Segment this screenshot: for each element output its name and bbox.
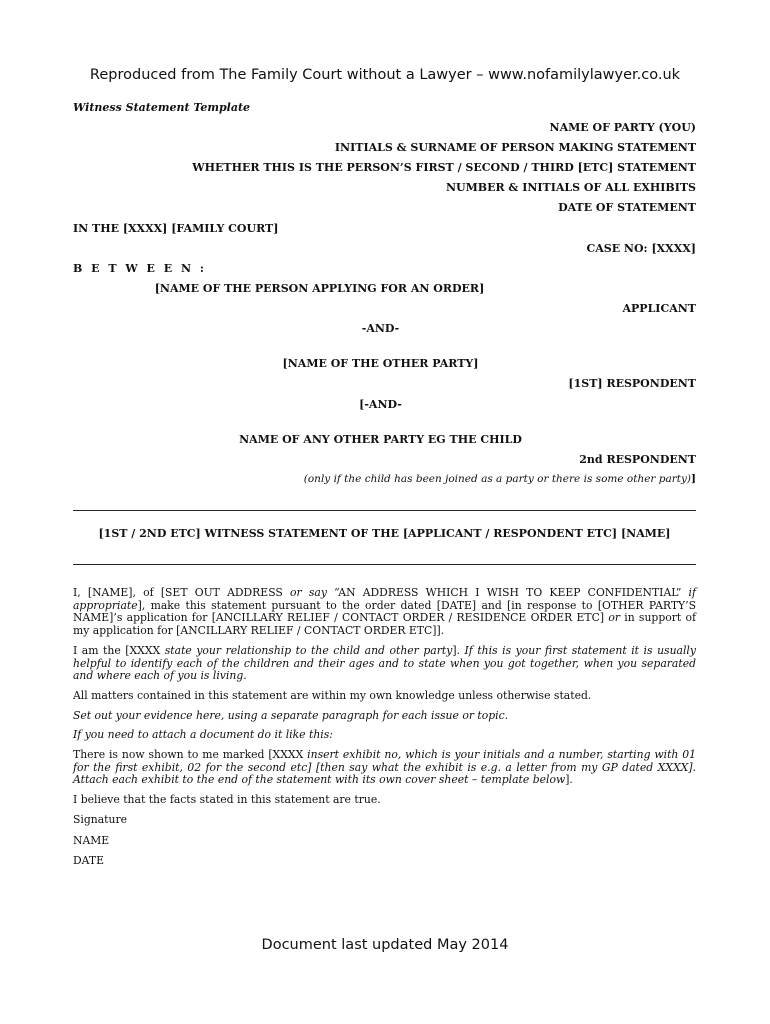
other-party-name — [73, 357, 696, 370]
joined-note-bracket: ] — [691, 473, 696, 485]
respondent1-label: [1ST] RESPONDENT — [568, 377, 696, 390]
and-text-2: [-AND- — [359, 398, 402, 411]
paragraph-1 — [73, 587, 696, 638]
court-name: IN THE [XXXX] [FAMILY COURT] — [73, 222, 279, 235]
statement-body — [73, 587, 696, 876]
title-rule-top — [73, 510, 696, 511]
respondent2-label: 2nd RESPONDENT — [579, 453, 696, 466]
maker-initials: INITIALS & SURNAME OF PERSON MAKING STATEMENT — [334, 141, 696, 154]
applicant-name-text: [NAME OF THE PERSON APPLYING FOR AN ORDER] — [154, 282, 485, 295]
third-party-name — [73, 433, 696, 446]
statement-date: DATE OF STATEMENT — [558, 201, 696, 214]
p4-text: Set out your evidence here, using a separate paragraph for each issue or topic. — [73, 708, 509, 722]
signature-label: Signature — [73, 812, 127, 826]
paragraph-7: I believe that the facts stated in this statement are true. — [73, 793, 381, 807]
joined-note-text: (only if the child has been joined as a party or there is some other party) — [303, 473, 692, 485]
p2-text-d: If this is your first statement it is usually helpful to identify each of the children and their ages and to state when you got together, when you separated and where each of you is living. — [73, 643, 696, 683]
party-name: NAME OF PARTY (YOU) — [549, 121, 696, 134]
and-separator-2 — [73, 398, 696, 411]
exhibits-count: NUMBER & INITIALS OF ALL EXHIBITS — [445, 181, 696, 194]
p1-text-d: if appropriate — [73, 586, 696, 612]
third-party-text: NAME OF ANY OTHER PARTY EG THE CHILD — [239, 433, 522, 446]
footer-updated: Document last updated May 2014 — [261, 937, 509, 953]
title-rule-bottom — [73, 564, 696, 565]
applicant-label: APPLICANT — [622, 302, 696, 315]
applicant-name — [73, 282, 696, 295]
p6-text-b: insert exhibit no, which is your initials and a number, starting with 01 for the first exhibit, 02 for the second etc] [then say what the exhibit is e.g. a letter from my GP dated XXXX]. Attach each exhibit to the end of the statement with its own cover sheet – template below — [73, 748, 696, 787]
p5-text: If you need to attach a document do it like this: — [73, 728, 333, 742]
p2-text-a: I am the [XXXX — [73, 643, 165, 657]
other-party-text: [NAME OF THE OTHER PARTY] — [282, 357, 479, 370]
statement-number: WHETHER THIS IS THE PERSON’S FIRST / SECOND / THIRD [ETC] STATEMENT — [192, 161, 696, 174]
and-separator-1 — [73, 322, 696, 335]
case-number: CASE NO: [XXXX] — [586, 242, 696, 255]
p1-text-b: or say — [290, 586, 327, 599]
between-label: B E T W E E N : — [73, 262, 207, 275]
date-label: DATE — [73, 854, 104, 868]
p1-text-c: “AN ADDRESS WHICH I WISH TO KEEP CONFIDENTIAL” — [326, 586, 689, 599]
p1-text-f: or — [608, 611, 620, 625]
joined-note — [304, 473, 696, 485]
paragraph-4 — [73, 710, 696, 723]
and-text-1: -AND- — [361, 322, 400, 335]
p6-text-a: There is now shown to me marked [XXXX — [73, 748, 308, 762]
statement-title: [1ST / 2ND ETC] WITNESS STATEMENT OF THE [APPLICANT / RESPONDENT ETC] [NAME] — [98, 527, 671, 540]
p1-text-g: in support of my application for [ANCILLARY RELIEF / CONTACT ORDER ETC]]. — [73, 611, 696, 638]
paragraph-3: All matters contained in this statement are within my own knowledge unless otherwise stated. — [73, 688, 592, 702]
p2-text-b: state your relationship to the child and other party — [164, 643, 453, 657]
paragraph-2 — [73, 645, 696, 683]
name-label: NAME — [73, 833, 110, 847]
p1-text-a: I, [NAME], of [SET OUT ADDRESS — [73, 586, 290, 599]
p6-text-c: ]. — [565, 773, 573, 787]
p1-text-e: ], make this statement pursuant to the order dated [DATE] and [in response to [OTHER PARTY’S NAME]’s application for [ANCILLARY RELIEF / CONTACT ORDER / RESIDENCE ORDER ETC] — [73, 598, 696, 625]
paragraph-5 — [73, 729, 696, 742]
template-label: Witness Statement Template — [73, 101, 251, 114]
reproduced-header: Reproduced from The Family Court without a Lawyer – www.nofamilylawyer.co.uk — [89, 67, 681, 83]
paragraph-6 — [73, 749, 696, 787]
p2-text-c: ]. — [452, 643, 465, 657]
